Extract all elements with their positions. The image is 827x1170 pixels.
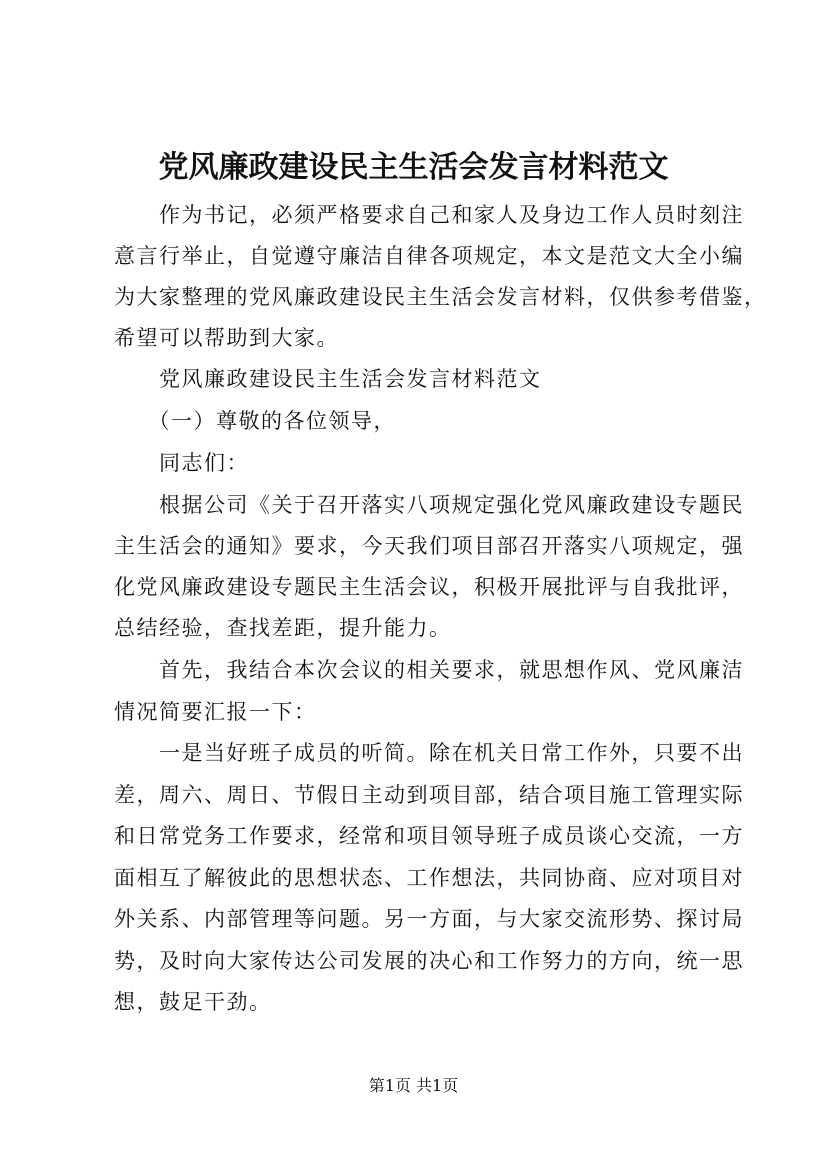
- document-title: 党风廉政建设民主生活会发言材料范文: [158, 150, 669, 185]
- text-line: 首先，我结合本次会议的相关要求，就思想作风、党风廉洁: [114, 658, 744, 682]
- text-line: 同志们：: [114, 451, 249, 475]
- text-line: 为大家整理的党风廉政建设民主生活会发言材料，仅供参考借鉴，: [114, 285, 767, 309]
- text-line: 想，鼓足干劲。: [114, 990, 272, 1014]
- text-line: 希望可以帮助到大家。: [114, 326, 339, 350]
- text-line: 根据公司《关于召开落实八项规定强化党风廉政建设专题民: [114, 493, 744, 517]
- text-line: 势，及时向大家传达公司发展的决心和工作努力的方向，统一思: [114, 949, 744, 973]
- text-line: 外关系、内部管理等问题。另一方面，与大家交流形势、探讨局: [114, 907, 744, 931]
- text-line: 作为书记，必须严格要求自己和家人及身边工作人员时刻注: [114, 203, 744, 227]
- text-line: 差，周六、周日、节假日主动到项目部，结合项目施工管理实际: [114, 783, 744, 807]
- text-line: 总结经验，查找差距，提升能力。: [114, 616, 452, 640]
- text-line: 情况简要汇报一下：: [114, 700, 317, 724]
- text-line: 党风廉政建设民主生活会发言材料范文: [114, 367, 542, 391]
- text-line: 意言行举止，自觉遵守廉洁自律各项规定，本文是范文大全小编: [114, 244, 744, 268]
- text-line: 和日常党务工作要求，经常和项目领导班子成员谈心交流，一方: [114, 824, 744, 848]
- text-line: 一是当好班子成员的听简。除在机关日常工作外，只要不出: [114, 741, 744, 765]
- text-line: 面相互了解彼此的思想状态、工作想法，共同协商、应对项目对: [114, 866, 744, 890]
- text-line: 化党风廉政建设专题民主生活会议，积极开展批评与自我批评，: [114, 575, 744, 599]
- text-line: 主生活会的通知》要求，今天我们项目部召开落实八项规定，强: [114, 534, 744, 558]
- page-footer: 第1页 共1页: [368, 1076, 459, 1095]
- text-line: （一）尊敬的各位领导，: [114, 409, 396, 433]
